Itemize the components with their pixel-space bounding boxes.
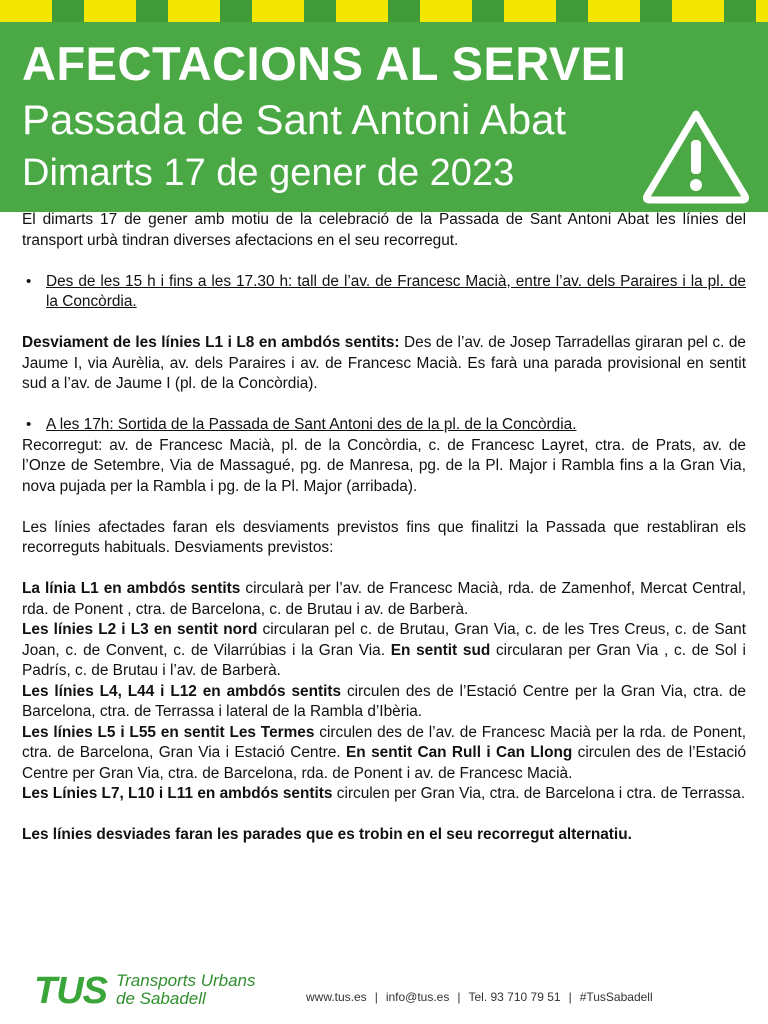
phone-number: Tel. 93 710 79 51 [468, 990, 561, 1004]
page-title: AFECTACIONS AL SERVEI [22, 37, 627, 90]
website-link[interactable]: www.tus.es [306, 990, 367, 1004]
line-l4-paragraph [22, 682, 746, 723]
brand-line-1: Transports Urbans [116, 971, 256, 990]
line-l5-text-canrull: circulen des de l’Estació Centre per Gran Via, ctra. de Barcelona, rda. de Ponent i av. de Francesc Macià. [22, 744, 747, 782]
lines-intro-paragraph: Les línies afectades faran els desviaments previstos fins que finalitzi la Passada que restabliran els recorreguts habituals. Desviaments previstos: [22, 518, 746, 556]
line-l7-heading: Les Línies L7, L10 i L11 en ambdós sentits [22, 785, 333, 802]
route-paragraph: Recorregut: av. de Francesc Macià, pl. de la Concòrdia, c. de Francesc Layret, ctra. de Prats, av. de l’Onze de Setembre, Via de Massagué, pg. de Manresa, pg. de la Pl. Major i Rambla fins a la Gran Via, nova pujada per la Rambla i pg. de la Pl. Major (arribada). [22, 436, 746, 495]
line-l4-heading: Les línies L4, L44 i L12 en ambdós sentits [22, 682, 342, 700]
separator: | [374, 990, 378, 1004]
header-banner [0, 22, 768, 212]
separator: | [457, 990, 461, 1004]
line-l1-heading: La línia L1 en ambdós sentits [22, 580, 241, 597]
line-l2-heading: Les línies L2 i L3 en sentit nord [22, 621, 258, 638]
brand-name [116, 972, 256, 1008]
notice-body [22, 210, 746, 846]
separator: | [568, 990, 572, 1004]
line-l5-heading-canrull: En sentit Can Rull i Can Llong [346, 744, 573, 761]
bullet-dot: • [26, 416, 32, 433]
line-l4-text: circulen des de l’Estació Centre per la Gran Via, ctra. de Barcelona, ctra. de Terrassa i lateral de la Rambla d’Ibèria. [22, 682, 746, 720]
event-date: Dimarts 17 de gener de 2023 [22, 152, 515, 194]
hashtag: #TusSabadell [579, 990, 653, 1004]
bullet-departure [22, 415, 746, 436]
line-l2-text-south: circularan per Gran Via , c. de Sol i Padrís, c. de Brutau i l’av. de Barberà. [22, 641, 746, 679]
intro-paragraph: El dimarts 17 de gener amb motiu de la celebració de la Passada de Sant Antoni Abat les línies del transport urbà tindran diverses afectacions en el seu recorregut. [22, 211, 746, 249]
footer [0, 960, 768, 1024]
brand-line-2: de Sabadell [116, 989, 206, 1008]
closure-text: Des de les 15 h i fins a les 17.30 h: tall de l’av. de Francesc Macià, entre l’av. dels Paraires i la pl. de la Concòrdia. [46, 272, 746, 310]
email-link[interactable]: info@tus.es [385, 990, 450, 1004]
bullet-closure [22, 272, 746, 313]
detour-heading: Desviament de les línies L1 i L8 en ambdós sentits: [22, 334, 400, 351]
line-l5-paragraph [22, 723, 746, 785]
line-l5-text: circulen des de l’av. de Francesc Macià per la rda. de Ponent, ctra. de Barcelona, Gran Via i Estació Centre. [22, 723, 747, 761]
line-l1-paragraph [22, 579, 746, 620]
hazard-stripe-bar [0, 0, 768, 22]
contact-info [306, 990, 653, 1004]
line-l7-text: circulen per Gran Via, ctra. de Barcelona i ctra. de Terrassa. [332, 785, 746, 802]
detour-l1-l8-paragraph [22, 333, 746, 395]
line-l1-text: circularà per l’av. de Francesc Macià, rda. de Zamenhof, Mercat Central, rda. de Ponent , ctra. de Barcelona, c. de Brutau i av. de Barberà. [22, 580, 747, 618]
line-l2-text: circularan pel c. de Brutau, Gran Via, c. de les Tres Creus, c. de Sant Joan, c. de Convent, c. de Vilarrúbias i la Gran Via. [22, 621, 746, 659]
departure-text: A les 17h: Sortida de la Passada de Sant Antoni des de la pl. de la Concòrdia. [46, 416, 577, 433]
detour-text: Des de l’av. de Josep Tarradellas giraran pel c. de Jaume I, via Aurèlia, av. dels Paraires i av. de Francesc Macià. Es farà una parada provisional en sentit sud a l’av. de Jaume I (pl. de la Concòrdia). [22, 334, 746, 392]
line-l5-heading: Les línies L5 i L55 en sentit Les Termes [22, 723, 315, 741]
line-l2-heading-south: En sentit sud [390, 641, 491, 659]
line-l2-l3-paragraph [22, 620, 746, 682]
bullet-dot: • [26, 272, 32, 290]
tus-logo: TUS [34, 970, 107, 1012]
page-subtitle: Passada de Sant Antoni Abat [22, 96, 567, 143]
warning-icon [642, 108, 750, 204]
closing-note: Les línies desviades faran les parades que es trobin en el seu recorregut alternatiu. [22, 826, 632, 843]
line-l7-paragraph [22, 784, 746, 805]
